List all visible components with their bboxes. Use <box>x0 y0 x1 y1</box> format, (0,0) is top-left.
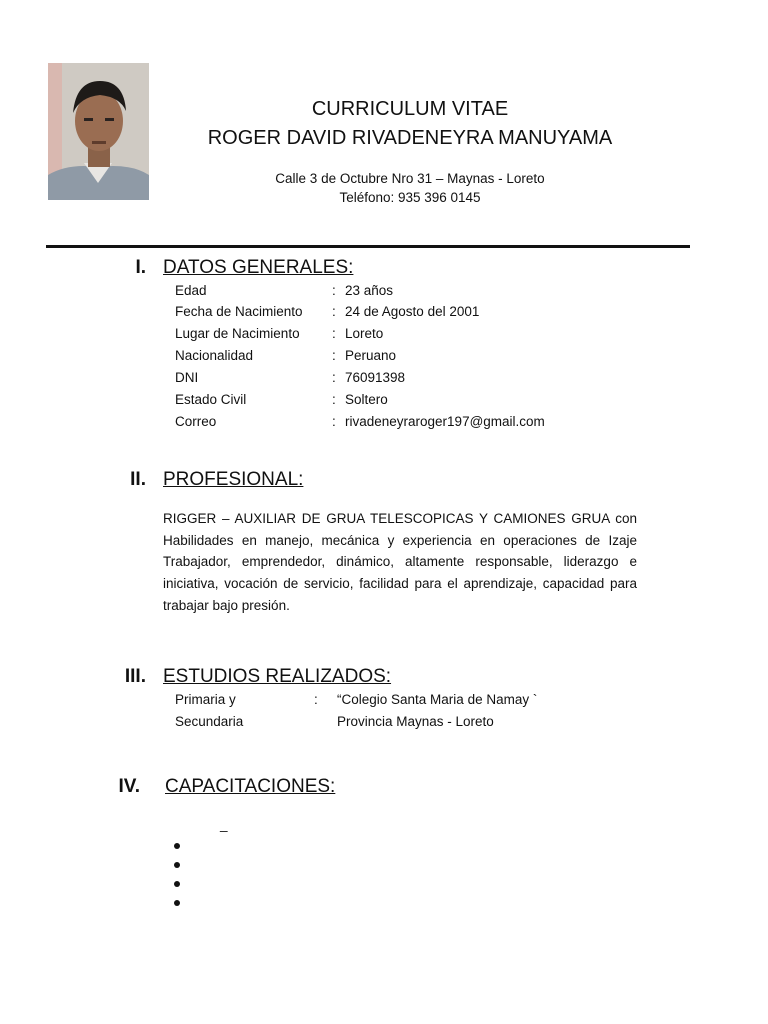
section-title-datos: DATOS GENERALES: <box>163 257 354 278</box>
data-label: Correo <box>175 414 217 429</box>
section-title-profesional: PROFESIONAL: <box>163 469 304 490</box>
bullet-icon <box>174 900 180 906</box>
data-separator: : <box>332 370 336 385</box>
estudios-label: Primaria y <box>175 692 236 707</box>
phone: Teléfono: 935 396 0145 <box>339 190 481 205</box>
data-value: 24 de Agosto del 2001 <box>345 304 480 319</box>
data-label: Lugar de Nacimiento <box>175 326 300 341</box>
section-numeral-capacitaciones: IV. <box>118 776 140 797</box>
data-label: Nacionalidad <box>175 348 254 363</box>
bullet-icon <box>174 843 180 849</box>
list-item <box>172 875 190 894</box>
data-separator: : <box>332 304 336 319</box>
estudios-separator: : <box>314 692 318 707</box>
estudios-label: Secundaria <box>175 714 244 729</box>
data-value: 23 años <box>345 283 394 298</box>
address: Calle 3 de Octubre Nro 31 – Maynas - Loreto <box>275 171 545 186</box>
data-separator: : <box>332 283 336 298</box>
section-numeral-datos: I. <box>135 257 146 278</box>
section-title-estudios: ESTUDIOS REALIZADOS: <box>163 666 392 687</box>
list-item <box>172 894 190 913</box>
candidate-name: ROGER DAVID RIVADENEYRA MANUYAMA <box>207 127 613 149</box>
capacitaciones-dash: _ <box>220 817 228 832</box>
list-item <box>172 856 190 875</box>
capacitaciones-list <box>172 837 190 913</box>
data-value: Loreto <box>345 326 384 341</box>
section-numeral-estudios: III. <box>124 666 146 687</box>
data-value: Peruano <box>345 348 397 363</box>
section-title-capacitaciones: CAPACITACIONES: <box>165 776 336 797</box>
section-numeral-profesional: II. <box>130 469 146 490</box>
estudios-value: “Colegio Santa Maria de Namay ` <box>337 692 538 707</box>
person-photo-icon <box>48 63 149 200</box>
document-title: CURRICULUM VITAE <box>311 98 509 120</box>
data-label: DNI <box>175 370 199 385</box>
estudios-value: Provincia Maynas - Loreto <box>337 714 494 729</box>
list-item <box>172 837 190 856</box>
bullet-icon <box>174 862 180 868</box>
bullet-icon <box>174 881 180 887</box>
data-value: rivadeneyraroger197@gmail.com <box>345 414 545 429</box>
data-label: Estado Civil <box>175 392 247 407</box>
profile-photo <box>48 63 149 200</box>
data-separator: : <box>332 392 336 407</box>
data-label: Fecha de Nacimiento <box>175 304 303 319</box>
header-divider <box>46 245 690 248</box>
data-separator: : <box>332 348 336 363</box>
data-separator: : <box>332 414 336 429</box>
data-label: Edad <box>175 283 207 298</box>
data-separator: : <box>332 326 336 341</box>
data-value: Soltero <box>345 392 388 407</box>
profesional-description: RIGGER – AUXILIAR DE GRUA TELESCOPICAS Y CAMIONES GRUA con Habilidades en manejo, mecánica y experiencia en operaciones de Izaje Trabajador, emprendedor, dinámico, altamente responsable, liderazgo e iniciativa, vocación de servicio, facilidad para el aprendizaje, capacidad para trabajar bajo presión. <box>163 511 637 613</box>
data-value: 76091398 <box>345 370 406 385</box>
